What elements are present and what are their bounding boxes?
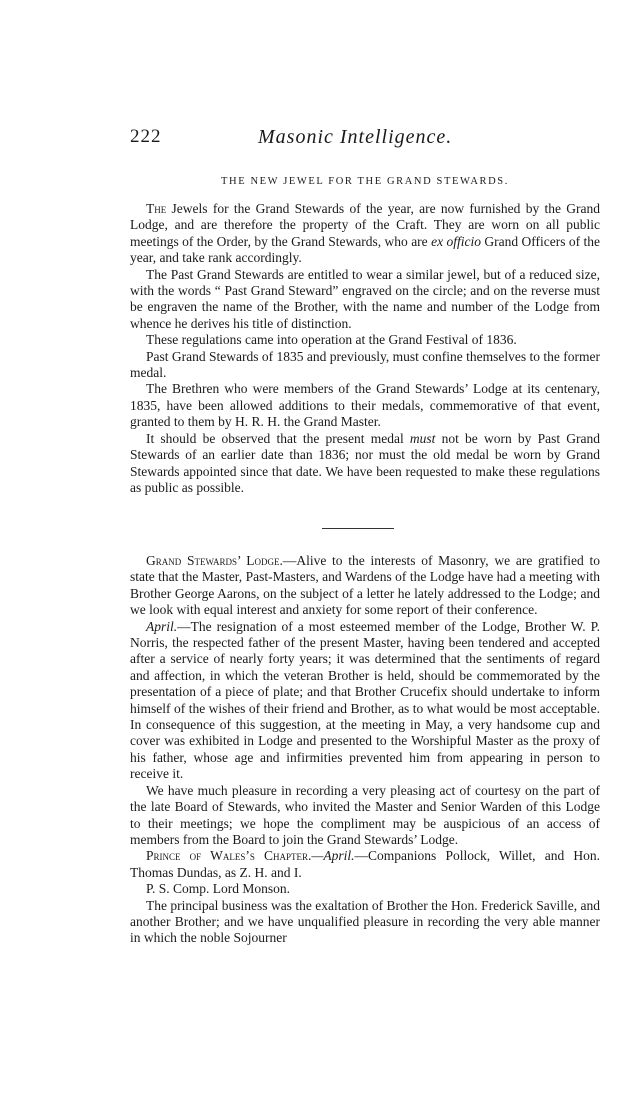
emphasis: must bbox=[409, 430, 436, 446]
section-heading: THE NEW JEWEL FOR THE GRAND STEWARDS. bbox=[221, 176, 509, 187]
paragraph: Past Grand Stewards of 1835 and previously, must confine themselves to the former medal. bbox=[130, 348, 600, 381]
chapter-title: Prince of Wales’s Chapter. bbox=[146, 848, 312, 864]
paragraph: Prince of Wales’s Chapter.—April.—Companions Pollock, Willet, and Hon. Thomas Dundas, as Z. H. and I. bbox=[130, 848, 600, 880]
paragraph: The Brethren who were members of the Grand Stewards’ Lodge at its centenary, 1835, have been allowed additions to their medals, commemorative of that event, granted to them by H. R. H. the Grand Master. bbox=[130, 381, 600, 430]
jewel-section bbox=[130, 201, 600, 496]
month-lead: —April. bbox=[311, 848, 355, 864]
paragraph: We have much pleasure in recording a very pleasing act of courtesy on the part of the late Board of Stewards, who invited the Master and Senior Warden of this Lodge to their meetings; we hope the compliment may be auspicious of an access of members from the Board to join the Grand Stewards’ Lodge. bbox=[130, 782, 600, 847]
paragraph: The Past Grand Stewards are entitled to wear a similar jewel, but of a reduced size, with the words “ Past Grand Steward” engraved on the circle; and on the reverse must be engraven the name of the Brother, with the name and number of the Lodge from whence he derives his title of distinction. bbox=[130, 266, 600, 331]
paragraph: It should be observed that the present medal must not be worn by Past Grand Stewards of an earlier date than 1836; nor must the old medal be worn by Grand Stewards appointed since that date. We have been requested to make these regulations as public as possible. bbox=[130, 430, 601, 495]
paragraph: These regulations came into operation at the Grand Festival of 1836. bbox=[146, 332, 517, 348]
paragraph: The principal business was the exaltation of Brother the Hon. Frederick Saville, and another Brother; and we have unqualified pleasure in recording the very able manner in which the noble Sojourner bbox=[130, 897, 600, 946]
running-head bbox=[130, 126, 600, 152]
month-lead: April. bbox=[146, 618, 178, 634]
paragraph: April.—The resignation of a most esteemed member of the Lodge, Brother W. P. Norris, the respected father of the present Master, having been tendered and accepted after a service of nearly forty years; it was determined that the sentiments of regard and affection, in which the veteran Brother is held, should be commemorated by the presentation of a piece of plate; and that Brother Crucefix should undertake to inform himself of the wishes of their friend and Brother, as to what would be most acceptable. In consequence of this suggestion, at the meeting in May, a very handsome cup and cover was exhibited in Lodge and presented to the Worshipful Master as the proxy of his father, whose age and infirmities prevented him from appearing in person to receive it. bbox=[130, 618, 600, 782]
page-number: 222 bbox=[130, 126, 162, 147]
latin-phrase: ex officio bbox=[431, 233, 481, 249]
paragraph: The Jewels for the Grand Stewards of the year, are now furnished by the Grand Lodge, and are therefore the property of the Craft. They are worn on all public meetings of the Order, by the Grand Stewards, who are ex officio Grand Officers of the year, and take rank accordingly. bbox=[130, 201, 601, 266]
running-title: Masonic Intelligence. bbox=[258, 126, 453, 148]
paragraph: Grand Stewards’ Lodge.—Alive to the interests of Masonry, we are gratified to state that the Master, Past-Masters, and Wardens of the Lodge have had a meeting with Brother George Aarons, on the subject of a letter he lately addressed to the Lodge; and we look with equal interest and anxiety for some report of their conference. bbox=[130, 553, 600, 618]
lodge-section bbox=[130, 553, 600, 947]
opening-word: The bbox=[146, 201, 167, 216]
paragraph: P. S. Comp. Lord Monson. bbox=[146, 881, 291, 897]
lodge-title: Grand Stewards’ Lodge. bbox=[146, 553, 283, 568]
section-divider bbox=[322, 528, 394, 529]
